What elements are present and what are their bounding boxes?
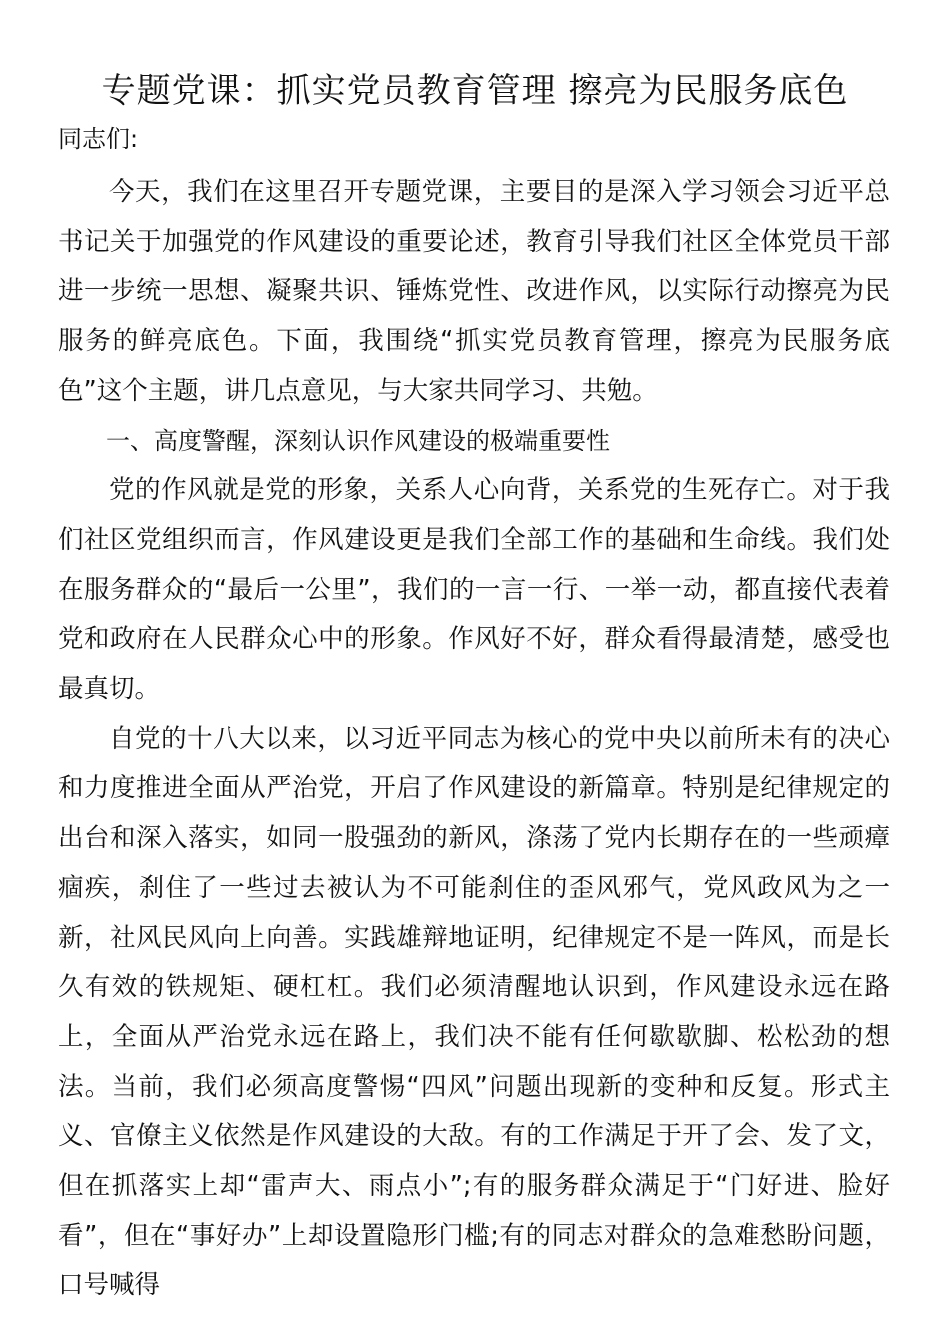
- document-body: [58, 168, 890, 1311]
- body-paragraph: 党的作风就是党的形象，关系人心向背，关系党的生死存亡。对于我们社区党组织而言，作风建设更是我们全部工作的基础和生命线。我们处在服务群众的“最后一公里”，我们的一言一行、一举一动，都直接代表着党和政府在人民群众心中的形象。作风好不好，群众看得最清楚，感受也最真切。: [58, 475, 890, 705]
- document-title: 专题党课：抓实党员教育管理 擦亮为民服务底色: [101, 71, 849, 111]
- intro-paragraph: 今天，我们在这里召开专题党课，主要目的是深入学习领会习近平总书记关于加强党的作风建设的重要论述，教育引导我们社区全体党员干部进一步统一思想、凝聚共识、锤炼党性、改进作风，以实际行动擦亮为民服务的鲜亮底色。下面，我围绕“抓实党员教育管理，擦亮为民服务底色”这个主题，讲几点意见，与大家共同学习、共勉。: [58, 177, 890, 406]
- salutation: 同志们:: [58, 125, 139, 153]
- section-heading: 一、高度警醒，深刻认识作风建设的极端重要性: [106, 426, 610, 455]
- body-paragraph: 自党的十八大以来，以习近平同志为核心的党中央以前所未有的决心和力度推进全面从严治党，开启了作风建设的新篇章。特别是纪律规定的出台和深入落实，如同一股强劲的新风，涤荡了党内长期存在的一些顽瘴痼疾，刹住了一些过去被认为不可能刹住的歪风邪气，党风政风为之一新，社风民风向上向善。实践雄辩地证明，纪律规定不是一阵风，而是长久有效的铁规矩、硬杠杠。我们必须清醒地认识到，作风建设永远在路上，全面从严治党永远在路上，我们决不能有任何歇歇脚、松松劲的想法。当前，我们必须高度警惕“四风”问题出现新的变种和反复。形式主义、官僚主义依然是作风建设的大敌。有的工作满足于开了会、发了文，但在抓落实上却“雷声大、雨点小”;有的服务群众满足于“门好进、脸好看”，但在“事好办”上却设置隐形门槛;有的同志对群众的急难愁盼问题，口号喊得: [58, 723, 890, 1301]
